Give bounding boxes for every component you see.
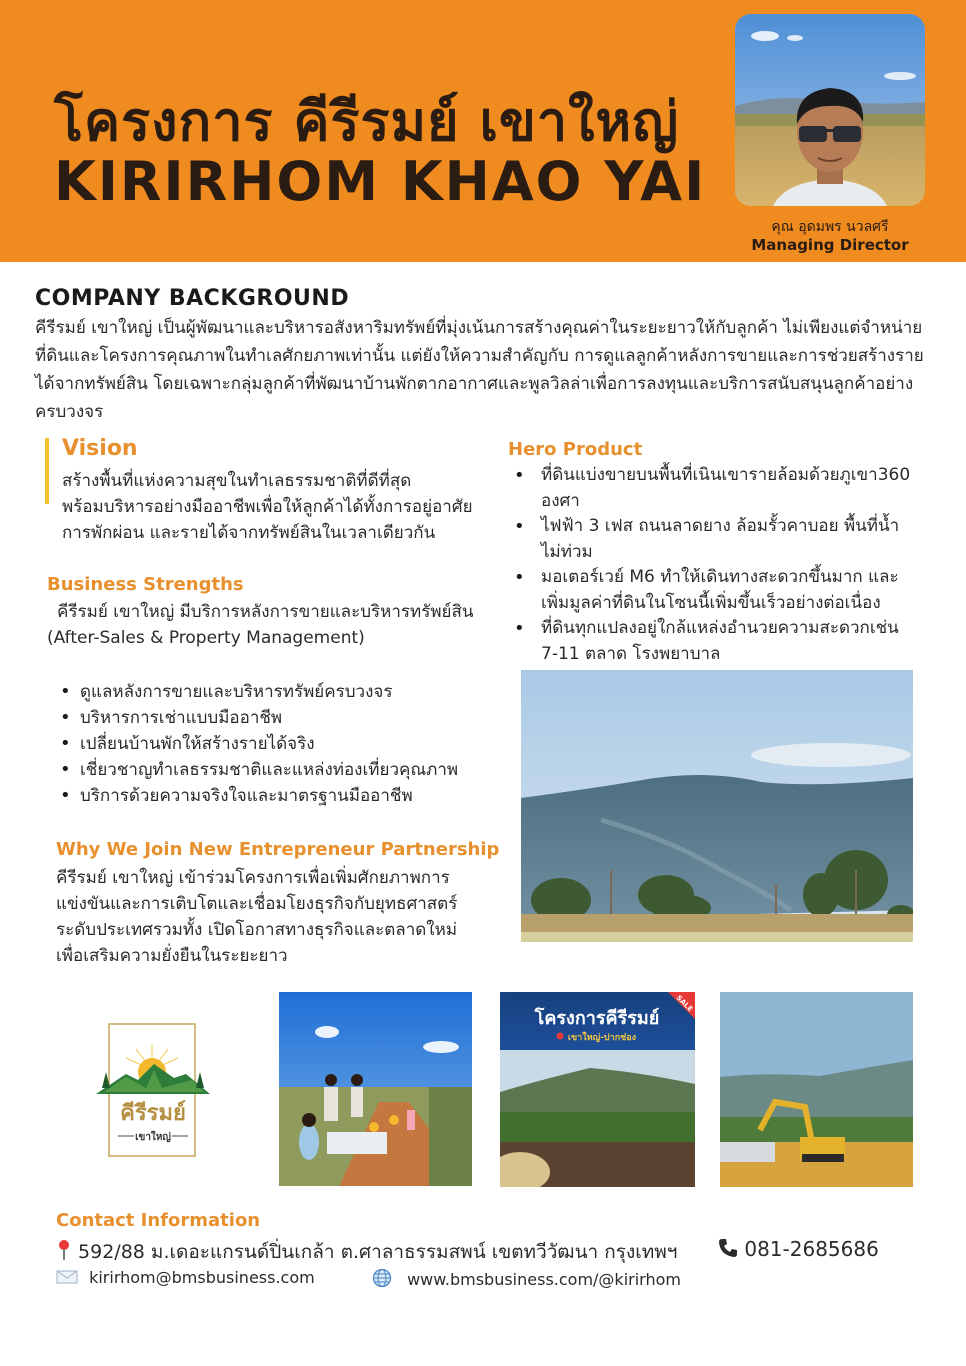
kirirhom-logo — [96, 1022, 210, 1158]
list-item: • เชี่ยวชาญทำเลธรรมชาติและแหล่งท่องเที่ยวคุณภาพ — [58, 757, 498, 783]
excavator-photo — [720, 992, 913, 1187]
partnership-line: คีรีรมย์ เขาใหญ่ เข้าร่วมโครงการเพื่อเพิ่มศักยภาพการ — [56, 868, 450, 888]
ceremony-photo — [279, 992, 472, 1186]
logo-name-text: คีรีรมย์ — [120, 1101, 186, 1126]
company-background-text: คีรีรมย์ เขาใหญ่ เป็นผู้พัฒนาและบริหารอสังหาริมทรัพย์ที่มุ่งเน้นการสร้างคุณค่าในระยะยาวให้กับลูกค้า ไม่เพียงแต่จำหน่ายที่ดินและโครงการคุณภาพในทำเลศักยภาพเท่านั้น แต่ยังให้ความสำคัญกับ การดูแลลูกค้าหลังการขายและการช่วยสร้างรายได้จากทรัพย์สิน โดยเฉพาะกลุ่มลูกค้าที่พัฒนาบ้านพักตากอากาศและพูลวิลล่าเพื่อการลงทุนและบริการสนับสนุนลูกค้าอย่างครบวงจร — [35, 318, 924, 422]
company-background-heading: COMPANY BACKGROUND — [35, 286, 350, 311]
director-photo — [735, 14, 925, 206]
globe-icon — [372, 1268, 392, 1292]
logo-sub-text: เขาใหญ่ — [135, 1132, 171, 1143]
list-item: • บริหารการเช่าแบบมืออาชีพ — [58, 705, 498, 731]
title-thai: โครงการ คีรีรมย์ เขาใหญ่ — [54, 90, 680, 153]
contact-email[interactable]: kirirhom@bmsbusiness.com — [89, 1268, 315, 1287]
mountain-landscape-photo — [521, 670, 913, 942]
business-strengths-intro-line: (After-Sales & Property Management) — [47, 628, 365, 648]
contact-phone-row — [718, 1237, 879, 1263]
business-strengths-heading: Business Strengths — [47, 574, 244, 595]
partnership-line: แข่งขันและการเติบโตและเชื่อมโยงธุรกิจกับยุทธศาสตร์ — [56, 894, 458, 914]
hero-product-list — [508, 463, 918, 667]
vision-heading: Vision — [62, 436, 138, 461]
promo-location: เขาใหญ่-ปากช่อง — [567, 1033, 637, 1043]
list-item: • ไฟฟ้า 3 เฟส ถนนลาดยาง ล้อมรั้วคาบอย พื้นที่น้ำไม่ท่วม — [508, 514, 918, 565]
project-promo-image — [500, 992, 695, 1187]
business-strengths-list — [58, 679, 498, 809]
list-item: • บริการด้วยความจริงใจและมาตรฐานมืออาชีพ — [58, 783, 498, 809]
phone-icon — [718, 1238, 738, 1263]
title-english: KIRIRHOM KHAO YAI — [54, 150, 707, 213]
vision-text — [62, 468, 502, 546]
header-banner — [0, 0, 966, 262]
partnership-line: ระดับประเทศรวมทั้ง เปิดโอกาสทางธุรกิจและตลาดใหม่ — [56, 920, 458, 940]
partnership-heading: Why We Join New Entrepreneur Partnership — [56, 839, 500, 860]
contact-address-row — [56, 1237, 677, 1267]
contact-address: 592/88 ม.เดอะแกรนด์ปิ่นเกล้า ต.ศาลาธรรมสพน์ เขตทวีวัฒนา กรุงเทพฯ — [78, 1241, 678, 1263]
email-icon — [56, 1269, 78, 1288]
contact-website[interactable]: www.bmsbusiness.com/@kirirhom — [407, 1269, 681, 1289]
list-item: • มอเตอร์เวย์ M6 ทำให้เดินทางสะดวกขึ้นมาก และเพิ่มมูลค่าที่ดินในโซนนี้เพิ่มขึ้นเร็วอย่างต่อเนื่อง — [508, 565, 918, 616]
list-item: • ที่ดินแบ่งขายบนพื้นที่เนินเขารายล้อมด้วยภูเขา360 องศา — [508, 463, 918, 514]
contact-heading: Contact Information — [56, 1210, 261, 1231]
list-item: • ดูแลหลังการขายและบริหารทรัพย์ครบวงจร — [58, 679, 498, 705]
business-strengths-intro-line: คีรีรมย์ เขาใหญ่ มีบริการหลังการขายและบริหารทรัพย์สิน — [57, 602, 474, 622]
vision-line: พร้อมบริหารอย่างมืออาชีพเพื่อให้ลูกค้าได้ทั้งการอยู่อาศัย — [62, 497, 473, 517]
hero-product-heading: Hero Product — [508, 439, 643, 460]
director-name: คุณ อุดมพร นวลศรี — [771, 219, 889, 235]
location-pin-icon — [56, 1239, 72, 1266]
list-item: • ที่ดินทุกแปลงอยู่ใกล้แหล่งอำนวยความสะดวกเช่น 7-11 ตลาด โรงพยาบาล — [508, 616, 918, 667]
director-title: Managing Director — [751, 236, 909, 254]
contact-website-row — [372, 1268, 681, 1292]
vision-accent-bar — [45, 438, 49, 504]
vision-line: การพักผ่อน และรายได้จากทรัพย์สินในเวลาเดียวกัน — [62, 523, 436, 543]
business-strengths-intro — [47, 599, 502, 651]
vision-line: สร้างพื้นที่แห่งความสุขในทำเลธรรมชาติที่ดีที่สุด — [62, 471, 412, 491]
contact-phone[interactable]: 081-2685686 — [744, 1237, 879, 1261]
promo-title: โครงการคีรีรมย์ — [534, 1008, 660, 1029]
partnership-text — [56, 865, 501, 969]
partnership-line: เพื่อเสริมความยั่งยืนในระยะยาว — [56, 946, 288, 966]
sale-badge: SALE — [674, 993, 695, 1014]
contact-email-row — [56, 1268, 315, 1288]
list-item: • เปลี่ยนบ้านพักให้สร้างรายได้จริง — [58, 731, 498, 757]
